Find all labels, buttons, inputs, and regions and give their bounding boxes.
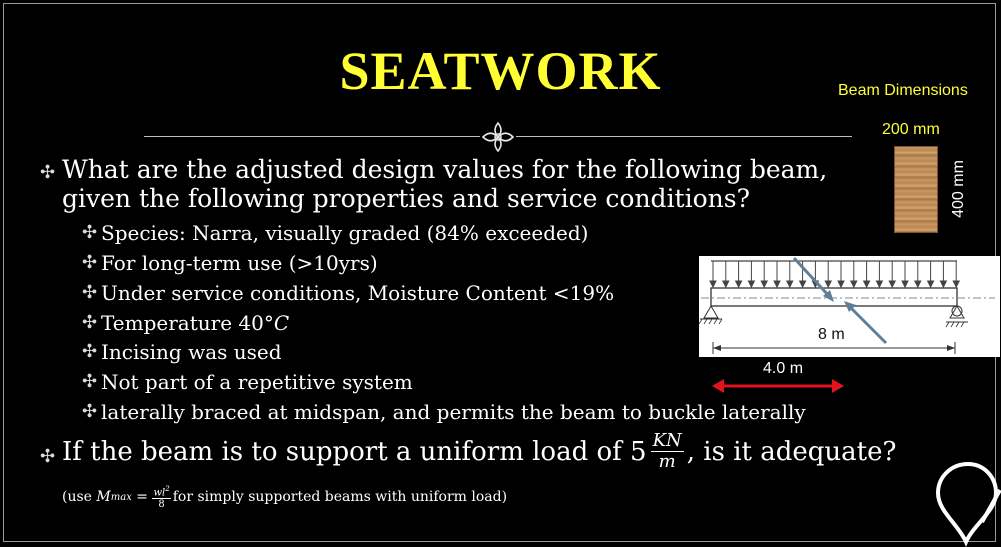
load-arrow-head	[761, 281, 767, 287]
half-span-arrow	[712, 374, 844, 398]
formula-denominator: 8	[158, 499, 165, 511]
sub-bullet-icon: ✣	[82, 312, 98, 333]
bullet-icon: ✣	[40, 162, 56, 183]
beam-cross-section	[894, 146, 938, 233]
load-arrow-head	[915, 281, 921, 287]
span-label: 8 m	[818, 326, 845, 343]
ornament-icon	[480, 120, 516, 154]
beam-diagram	[699, 256, 1000, 357]
beam-diagram-drawing	[699, 256, 1000, 357]
load-arrow-head	[825, 281, 831, 287]
load-arrow-head	[774, 281, 780, 287]
beam-dimensions-title: Beam Dimensions	[838, 82, 968, 99]
load-arrow-head	[851, 281, 857, 287]
formula-numerator	[152, 484, 170, 499]
load-unit-fraction	[651, 431, 684, 472]
condition-moisture: Under service conditions, Moisture Content <19%	[101, 281, 615, 305]
temperature-text: Temperature 40°	[101, 311, 274, 335]
question-line-1: What are the adjusted design values for the following beam,	[62, 155, 828, 184]
formula-subscript: max	[110, 491, 132, 503]
load-unit-denominator: m	[658, 451, 676, 472]
half-span-label: 4.0 m	[763, 360, 804, 377]
load-question	[62, 431, 896, 472]
beam-width-label: 200 mm	[882, 121, 940, 138]
formula-numerator-text: wl	[153, 487, 166, 499]
sub-bullet-icon: ✣	[82, 371, 98, 392]
formula-note	[62, 484, 507, 510]
formula-fraction	[152, 484, 170, 510]
condition-duration: For long-term use (>10yrs)	[101, 251, 378, 275]
title-rule-right	[516, 136, 852, 137]
condition-incising: Incising was used	[101, 340, 282, 364]
formula-numerator-power: 2	[165, 485, 170, 493]
load-unit-numerator: KN	[652, 430, 682, 451]
condition-repetitive: Not part of a repetitive system	[101, 370, 413, 394]
formula-suffix: for simply supported beams with uniform load)	[172, 489, 508, 506]
bullet-icon: ✣	[40, 446, 56, 467]
load-question-suffix: , is it adequate?	[686, 436, 897, 467]
load-arrow-head	[736, 281, 742, 287]
sub-bullet-icon: ✣	[82, 401, 98, 422]
load-arrow-head	[864, 281, 870, 287]
formula-equals: =	[131, 489, 153, 506]
load-arrow-head	[800, 281, 806, 287]
load-arrow-head	[876, 281, 882, 287]
condition-species: Species: Narra, visually graded (84% exceeded)	[101, 221, 589, 245]
location-pin-icon	[934, 462, 1001, 547]
title-rule-left	[144, 136, 480, 137]
load-arrow-head	[748, 281, 754, 287]
condition-bracing: laterally braced at midspan, and permits the beam to buckle laterally	[101, 400, 806, 424]
load-arrow-head	[940, 281, 946, 287]
beam-height-label: 400 mm	[950, 160, 967, 218]
temperature-unit: C	[273, 311, 290, 335]
load-arrow-head	[889, 281, 895, 287]
sub-bullet-icon: ✣	[82, 252, 98, 273]
beam-height-label-wrap	[951, 150, 967, 228]
load-arrow-head	[838, 281, 844, 287]
condition-temperature	[101, 310, 289, 336]
load-arrow-head	[902, 281, 908, 287]
load-question-prefix: If the beam is to support a uniform load of 5	[62, 436, 647, 467]
formula-prefix: (use	[62, 489, 97, 506]
load-arrow-head	[710, 281, 716, 287]
sub-bullet-icon: ✣	[82, 282, 98, 303]
sub-bullet-icon: ✣	[82, 222, 98, 243]
sub-bullet-icon: ✣	[82, 341, 98, 362]
slide-title: SEATWORK	[339, 41, 662, 101]
load-arrow-head	[928, 281, 934, 287]
question-line-2: given the following properties and service conditions?	[62, 184, 750, 213]
load-arrow-head	[787, 281, 793, 287]
load-arrow-head	[953, 281, 959, 287]
formula-symbol: M	[96, 489, 111, 506]
load-arrow-head	[723, 281, 729, 287]
